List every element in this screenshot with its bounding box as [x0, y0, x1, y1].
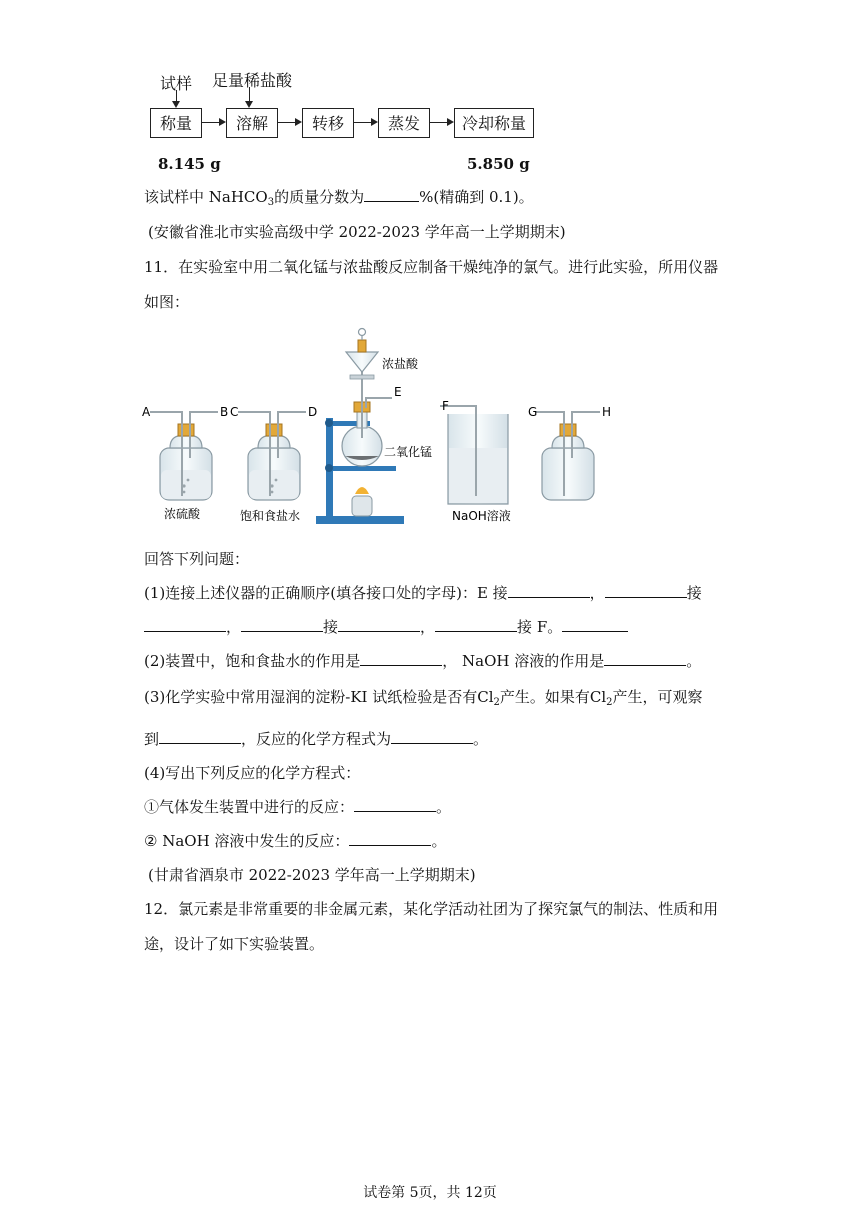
answer-prompt: 回答下列问题： [144, 550, 250, 568]
port-a: A [142, 405, 151, 419]
brine-label: 饱和食盐水 [240, 509, 301, 523]
q11-part4: (4)写出下列反应的化学方程式： [144, 764, 361, 782]
q11-part1-line2: ， 接 ， 接 F。 [144, 616, 628, 637]
q10-question-tail: 该试样中 NaHCO$_3$的质量分数为 %(精确到 0.1)。 [144, 188, 534, 208]
naoh-label: NaOH溶液 [452, 509, 511, 523]
page-footer: 试卷第 5页，共 12页 [363, 1185, 497, 1201]
answer-blank[interactable] [604, 651, 686, 666]
brine-wash-bottle [238, 412, 306, 500]
answer-blank[interactable] [241, 617, 323, 632]
q11-part3-line2: 到 ，反应的化学方程式为 。 [144, 730, 489, 748]
flow-arrow-2 [278, 122, 300, 123]
mass-final: 5.850 g [467, 155, 530, 173]
answer-blank[interactable] [562, 617, 628, 632]
mno2-label: 二氧化锰 [384, 445, 433, 459]
q11-part3-line1: (3)化学实验中常用湿润的淀粉-KI 试纸检验是否有$Cl_2$产生。如果有$Cl_2$产生，可观察 [144, 688, 703, 708]
q11-part4-1: ①气体发生装置中进行的反应： 。 [144, 798, 452, 816]
answer-blank[interactable] [159, 729, 241, 744]
port-h: H [602, 405, 612, 419]
step-transfer: 转移 [302, 108, 354, 138]
answer-blank[interactable] [435, 617, 517, 632]
answer-blank[interactable] [360, 651, 442, 666]
q11-stem-line1: 11．在实验室中用二氧化锰与浓盐酸反应制备干燥纯净的氯气。进行此实验，所用仪器 [144, 258, 719, 276]
flow-arrow-4 [430, 122, 452, 123]
q11-part2: (2)装置中，饱和食盐水的作用是 ， NaOH 溶液的作用是 。 [144, 652, 702, 670]
step-cool-weigh: 冷却称量 [454, 108, 534, 138]
port-b: B [220, 405, 229, 419]
apparatus-figure [140, 318, 610, 530]
empty-collecting-bottle [536, 412, 600, 500]
flow-arrow-1 [202, 122, 224, 123]
step-dissolve: 溶解 [226, 108, 278, 138]
port-f: F [442, 399, 449, 413]
mass-initial: 8.145 g [158, 155, 221, 173]
port-e: E [394, 385, 402, 399]
answer-blank[interactable] [508, 583, 590, 598]
q11-part4-2: ② NaOH 溶液中发生的反应： 。 [144, 832, 447, 850]
source-citation-1: (安徽省淮北市实验高级中学 2022-2023 学年高一上学期期末) [148, 223, 566, 241]
sample-label: 试样 [160, 74, 193, 93]
acid-arrow [249, 87, 250, 106]
naoh-beaker [440, 406, 508, 504]
answer-blank[interactable] [338, 617, 420, 632]
source-citation-2: (甘肃省酒泉市 2022-2023 学年高一上学期期末) [148, 866, 476, 884]
acid-label: 足量稀盐酸 [212, 71, 293, 90]
port-c: C [230, 405, 239, 419]
h2so4-wash-bottle [150, 412, 218, 500]
step-evaporate: 蒸发 [378, 108, 430, 138]
answer-blank[interactable] [354, 797, 436, 812]
q11-part1-line1: (1)连接上述仪器的正确顺序(填各接口处的字母)：E 接 ， 接 [144, 584, 702, 602]
q11-stem-line2: 如图： [144, 293, 190, 311]
q12-line2: 途，设计了如下实验装置。 [144, 935, 325, 953]
step-weigh: 称量 [150, 108, 202, 138]
answer-blank[interactable] [605, 583, 687, 598]
answer-blank[interactable] [391, 729, 473, 744]
answer-blank[interactable] [349, 831, 431, 846]
h2so4-label: 浓硫酸 [164, 507, 201, 521]
port-g: G [528, 405, 538, 419]
conc-hcl-label: 浓盐酸 [382, 357, 419, 371]
sample-arrow [176, 90, 177, 106]
answer-blank[interactable] [364, 187, 419, 202]
port-d: D [308, 405, 318, 419]
q12-line1: 12．氯元素是非常重要的非金属元素，某化学活动社团为了探究氯气的制法、性质和用 [144, 900, 719, 918]
flow-arrow-3 [354, 122, 376, 123]
answer-blank[interactable] [144, 617, 226, 632]
